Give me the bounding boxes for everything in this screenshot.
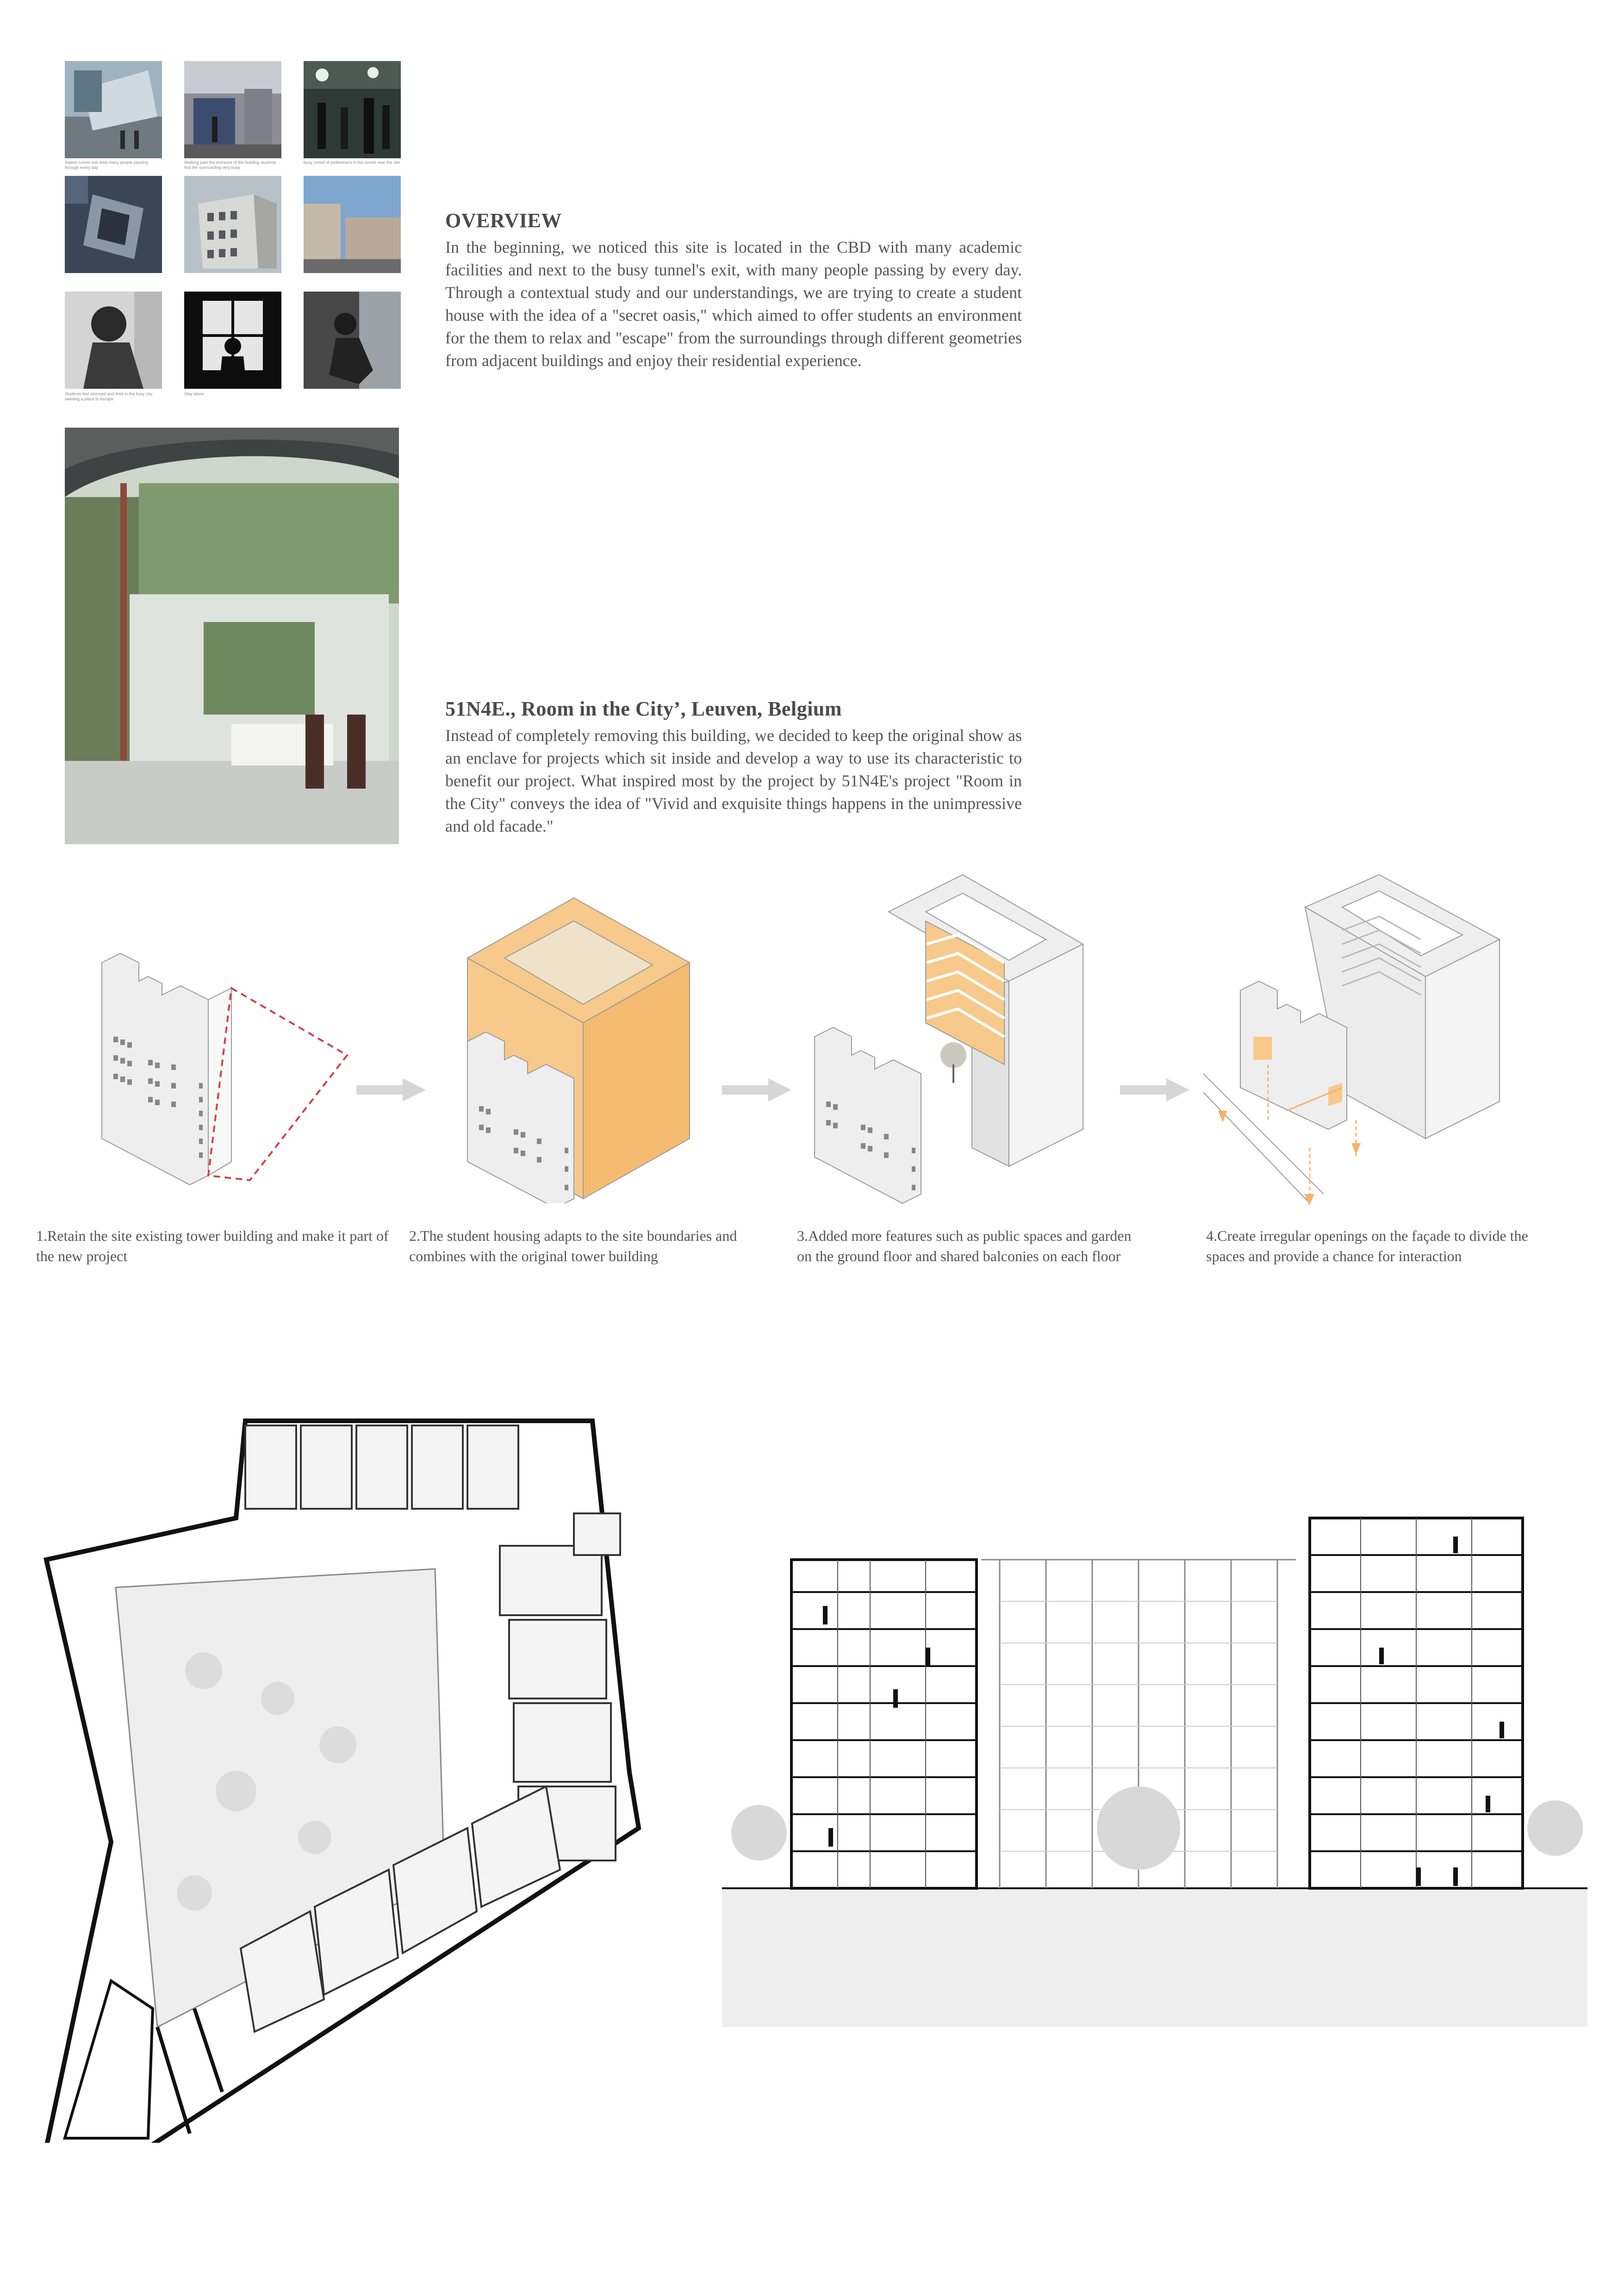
overview-body: In the beginning, we noticed this site is located in the CBD with many academic facilities and next to the busy tunnel's exit, with many people passing by every day. Through a contextual study and our understandings, we are trying to create a student house with the idea of a "secret oasis," which aimed to offer students an environment for the them to relax and "escape" from the surroundings through different geometries from adjacent buildings and enjoy their residential experience. xyxy=(445,238,1022,370)
ground-floor-plan xyxy=(37,1412,703,2145)
iso-step-2 xyxy=(458,889,717,1203)
photo-caption: Station tunnel exit area many people passing through every day xyxy=(65,160,148,170)
step-2-caption: 2.The student housing adapts to the site boundaries and combines with the original tower building xyxy=(409,1227,737,1264)
right-arrow-icon xyxy=(722,1078,791,1104)
step-3-caption: 3.Added more features such as public spaces and garden on the ground floor and shared balconies on each floor xyxy=(797,1227,1132,1264)
building-section xyxy=(722,1509,1587,2039)
precedent-body: Instead of completely removing this building, we decided to keep the original show as an enclave for projects which sit inside and develop a way to use its characteristic to benefit our project. What inspired most by the project by 51N4E's project "Room in the City" conveys the idea of "Vivid and exquisite things happens in the unimpressive and old facade." xyxy=(445,726,1022,835)
photo-caption: busy crowd of pedestrians in the tunnel near the site xyxy=(304,160,400,165)
photo-busy-crowd xyxy=(304,61,401,158)
right-arrow-icon xyxy=(356,1078,426,1104)
precedent-photo-room-in-the-city xyxy=(65,428,399,844)
step-1-caption: 1.Retain the site existing tower building and make it part of the new project xyxy=(36,1227,389,1264)
person-figure-icon xyxy=(1218,1111,1361,1206)
iso-step-4 xyxy=(1203,870,1546,1222)
tree-icon xyxy=(940,1042,966,1083)
overview-title: OVERVIEW xyxy=(445,209,562,232)
photo-street-view xyxy=(304,176,401,273)
photo-caption: Students feel stressed and tired in the busy city, needing a place to escape xyxy=(65,392,153,401)
photo-stressed-student xyxy=(65,292,162,389)
photo-tunnel-exit xyxy=(65,61,162,158)
photo-existing-tower xyxy=(184,176,281,273)
photo-building-entrance xyxy=(184,61,281,158)
right-arrow-icon xyxy=(1120,1078,1189,1104)
photo-aerial-view xyxy=(65,176,162,273)
photo-sitting-window xyxy=(304,292,401,389)
precedent-title: 51N4E., Room in the City’, Leuven, Belgium xyxy=(445,697,842,720)
photo-caption: Walking past the entrance of the building students find the surrounding very busy xyxy=(184,160,276,170)
step-4-caption: 4.Create irregular openings on the façade to divide the spaces and provide a chance for interaction xyxy=(1206,1227,1528,1264)
photo-caption: Stay alone xyxy=(184,392,204,396)
iso-step-3 xyxy=(805,870,1101,1222)
iso-step-1 xyxy=(93,944,352,1203)
photo-stay-alone xyxy=(184,292,281,389)
